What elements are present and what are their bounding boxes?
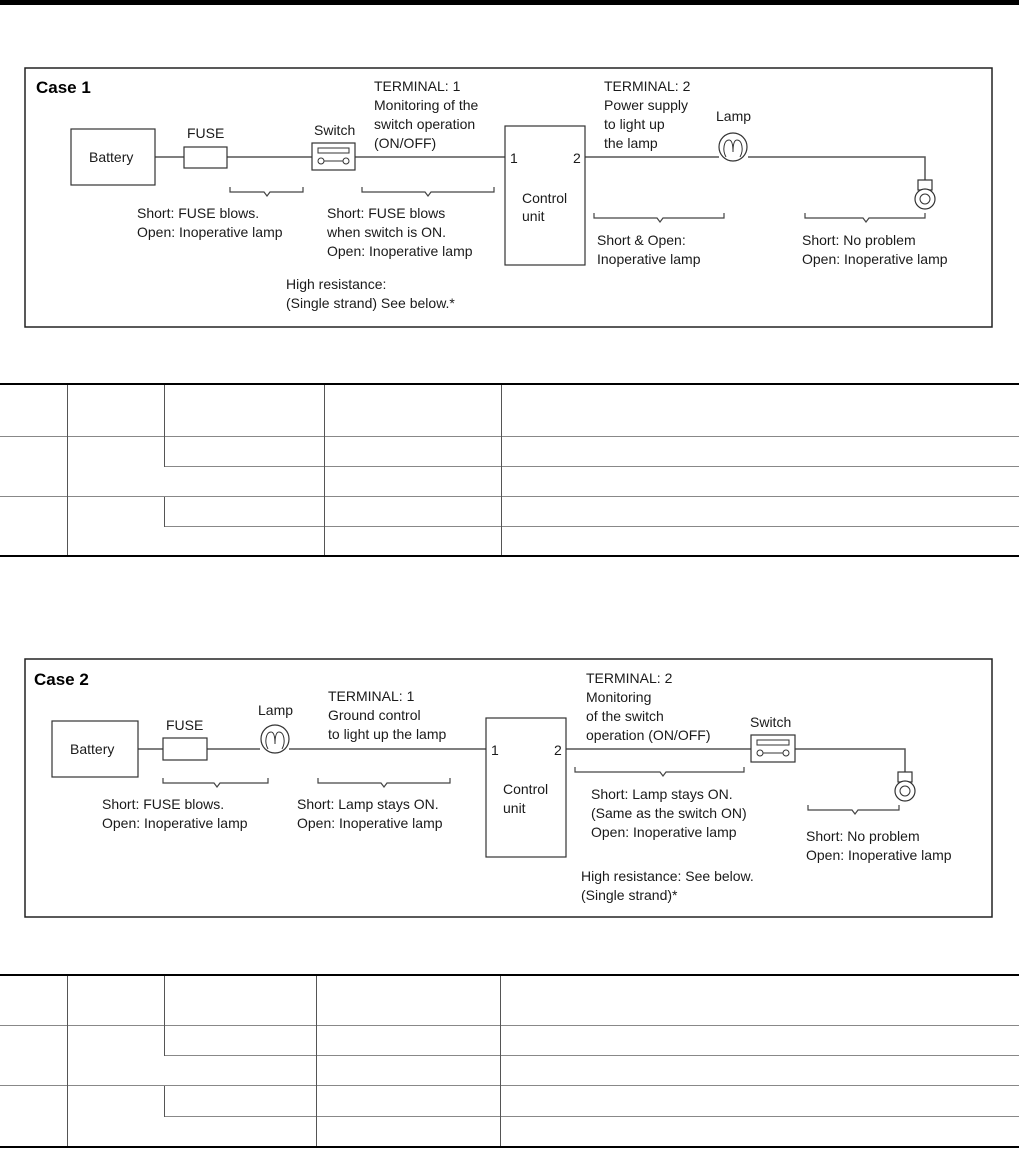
terminal-2-line-1: TERMINAL: 2 [604,78,691,94]
high-resistance-note-line-2: (Single strand)* [581,887,678,903]
terminal-1-line-3: switch operation [374,116,476,132]
fuse-label: FUSE [187,125,225,141]
terminal-2-line-4: the lamp [604,135,658,151]
terminal-1-line-2: Ground control [328,707,421,723]
switch-label: Switch [750,714,792,730]
lamp-icon [719,133,747,161]
lamp-note-line-1: Short: Lamp stays ON. [297,796,439,812]
lamp-label: Lamp [258,702,294,718]
lamp-note-line-2: Inoperative lamp [597,251,701,267]
terminal-1-line-2: Monitoring of the [374,97,479,113]
high-resistance-note-line-1: High resistance: [286,276,387,292]
terminal-1-line-1: TERMINAL: 1 [374,78,461,94]
lamp-note-line-2: Open: Inoperative lamp [297,815,443,831]
terminal-1-line-1: TERMINAL: 1 [328,688,415,704]
control-unit-label-2: unit [522,208,545,224]
case-2-title: Case 2 [34,670,89,689]
switch-note-line-3: Open: Inoperative lamp [591,824,737,840]
ground-icon [915,180,935,209]
fuse-icon [163,738,207,760]
table-row [0,975,1019,1025]
terminal-2-line-2: Power supply [604,97,689,113]
battery-label: Battery [89,149,134,165]
fuse-icon [184,147,227,168]
terminal-1-line-3: to light up the lamp [328,726,447,742]
terminal-2-line-4: operation (ON/OFF) [586,727,711,743]
case-1-title: Case 1 [36,78,91,97]
control-unit-label-1: Control [522,190,568,206]
table-row [0,436,1019,466]
switch-label: Switch [314,122,356,138]
case-1-diagram [0,0,1019,340]
lamp-icon [261,725,289,753]
pin-2-label: 2 [554,742,562,758]
fuse-note-line-2: Open: Inoperative lamp [102,815,248,831]
control-unit-label-2: unit [503,800,526,816]
high-resistance-note-line-2: (Single strand) See below.* [286,295,455,311]
switch-note-line-2: (Same as the switch ON) [591,805,747,821]
switch-icon [751,735,795,762]
ground-note-line-2: Open: Inoperative lamp [806,847,952,863]
ground-icon [895,772,915,801]
table-row [0,1025,1019,1055]
table-2 [0,974,1019,1148]
switch-note-line-2: when switch is ON. [327,224,447,240]
lamp-note-line-1: Short & Open: [597,232,686,248]
ground-note-line-2: Open: Inoperative lamp [802,251,948,267]
switch-note-line-1: Short: FUSE blows [327,205,446,221]
lamp-label: Lamp [716,108,752,124]
table-row [0,496,1019,526]
terminal-1-line-4: (ON/OFF) [374,135,437,151]
pin-1-label: 1 [491,742,499,758]
pin-1-label: 1 [510,150,518,166]
table-1 [0,383,1019,557]
switch-icon [312,143,355,170]
fuse-label: FUSE [166,717,204,733]
switch-note-line-3: Open: Inoperative lamp [327,243,473,259]
fuse-note-line-1: Short: FUSE blows. [102,796,225,812]
fuse-note-line-2: Open: Inoperative lamp [137,224,283,240]
high-resistance-note-line-1: High resistance: See below. [581,868,754,884]
switch-note-line-1: Short: Lamp stays ON. [591,786,733,802]
fuse-note-line-1: Short: FUSE blows. [137,205,260,221]
terminal-2-line-1: TERMINAL: 2 [586,670,673,686]
pin-2-label: 2 [573,150,581,166]
terminal-2-line-3: of the switch [586,708,664,724]
case-2-diagram [0,640,1019,940]
ground-note-line-1: Short: No problem [806,828,920,844]
ground-note-line-1: Short: No problem [802,232,916,248]
table-row [0,1085,1019,1116]
terminal-2-line-2: Monitoring [586,689,652,705]
battery-label: Battery [70,741,115,757]
control-unit-label-1: Control [503,781,549,797]
table-row [0,384,1019,436]
terminal-2-line-3: to light up [604,116,665,132]
